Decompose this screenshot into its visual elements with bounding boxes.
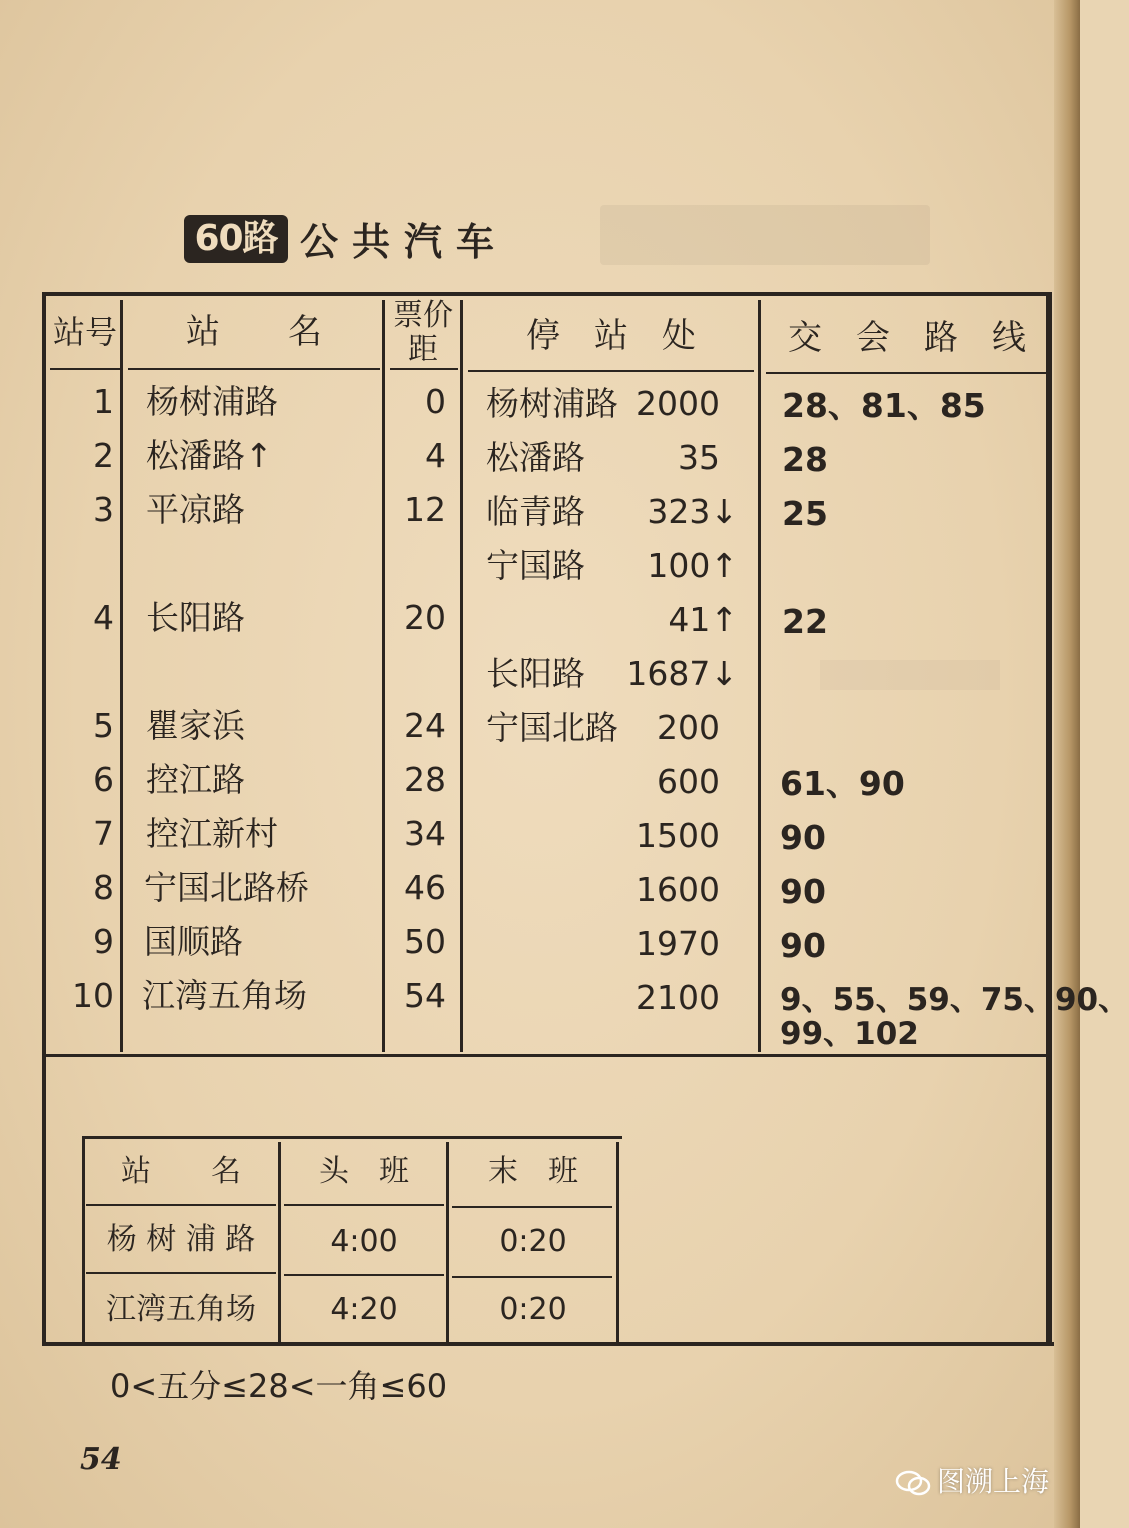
cell-station-name: 控江路	[146, 760, 245, 799]
cell-transfer-routes: 90	[780, 872, 826, 911]
cell-station-name: 江湾五角场	[142, 976, 307, 1015]
bleed-through-shadow	[600, 205, 930, 265]
schedule-header-station: 站 名	[121, 1154, 241, 1189]
header-fare-bottom: 距	[408, 332, 438, 367]
cell-station-name: 杨树浦路	[146, 382, 278, 421]
cell-station-no: 5	[93, 706, 114, 745]
page-number: 54	[80, 1442, 122, 1477]
cell-fare: 28	[404, 760, 446, 799]
cell-transfer-routes: 99、102	[780, 1016, 919, 1052]
cell-station-name: 平凉路	[146, 490, 245, 529]
cell-transfer-routes: 61、90	[780, 764, 905, 803]
cell-fare: 46	[404, 868, 446, 907]
header-station-no: 站号	[52, 313, 117, 351]
cell-station-no: 1	[93, 382, 114, 421]
cell-fare: 12	[404, 490, 446, 529]
schedule-last-bus: 0:20	[499, 1224, 567, 1259]
table-separator	[46, 1054, 1050, 1057]
cell-station-no: 4	[93, 598, 114, 637]
column-divider	[382, 300, 385, 1052]
column-divider	[758, 300, 761, 1052]
cell-stop-distance: 323↓	[647, 492, 738, 531]
cell-stop-distance: 1687↓	[626, 654, 738, 693]
header-station-name: 站 名	[186, 312, 322, 352]
cell-stop-distance: 100↑	[647, 546, 738, 585]
cell-station-no: 6	[93, 760, 114, 799]
cell-stop-distance: 1500	[636, 816, 720, 855]
cell-station-name: 长阳路	[146, 598, 245, 637]
cell-stop-distance: 1970	[636, 924, 720, 963]
schedule-first-bus: 4:20	[330, 1292, 398, 1327]
schedule-divider	[446, 1142, 449, 1342]
cell-station-no: 10	[72, 976, 114, 1015]
schedule-row-rule	[284, 1274, 444, 1276]
cell-stop-name: 临青路	[486, 492, 585, 531]
cell-stop-distance: 1600	[636, 870, 720, 909]
header-rule	[766, 372, 1048, 374]
header-rule	[390, 368, 458, 370]
schedule-top-rule	[82, 1136, 622, 1139]
cell-transfer-routes: 9、55、59、75、90、	[780, 982, 1129, 1018]
cell-station-no: 8	[93, 868, 114, 907]
header-rule	[468, 370, 754, 372]
header-rule	[128, 368, 380, 370]
table-bottom-rule	[42, 1342, 1054, 1346]
cell-fare: 0	[425, 382, 446, 421]
cell-stop-name: 松潘路	[486, 438, 585, 477]
schedule-divider	[278, 1142, 281, 1342]
cell-station-no: 2	[93, 436, 114, 475]
book-spine	[1054, 0, 1080, 1528]
schedule-first-bus: 4:00	[330, 1224, 398, 1259]
cell-fare: 20	[404, 598, 446, 637]
schedule-row-rule	[284, 1204, 444, 1206]
cell-fare: 4	[425, 436, 446, 475]
schedule-row-rule	[452, 1276, 612, 1278]
page-title: 公共汽车	[300, 220, 509, 264]
cell-fare: 50	[404, 922, 446, 961]
cell-stop-distance: 600	[657, 762, 720, 801]
watermark	[895, 1460, 1049, 1500]
cell-stop-name: 宁国北路	[486, 708, 618, 747]
schedule-row-rule	[86, 1204, 276, 1206]
schedule-last-bus: 0:20	[499, 1292, 567, 1327]
schedule-divider	[82, 1136, 85, 1342]
cell-stop-distance: 2100	[636, 978, 720, 1017]
header-stop-location: 停 站 处	[526, 316, 696, 356]
cell-transfer-routes: 28	[782, 440, 828, 479]
cell-transfer-routes: 90	[780, 818, 826, 857]
schedule-header-last: 末 班	[488, 1154, 578, 1189]
cell-transfer-routes: 28、81、85	[782, 386, 986, 425]
watermark-text: 图溯上海	[937, 1465, 1050, 1498]
table-right-rule	[1048, 292, 1052, 1344]
cell-stop-distance: 2000	[636, 384, 720, 423]
header-rule	[50, 368, 120, 370]
cell-stop-name: 长阳路	[486, 654, 585, 693]
cell-station-name: 国顺路	[144, 922, 243, 961]
schedule-divider	[616, 1142, 619, 1342]
cell-stop-distance: 35	[678, 438, 720, 477]
schedule-header-first: 头 班	[319, 1154, 409, 1189]
cell-station-name: 控江新村	[146, 814, 278, 853]
cell-fare: 24	[404, 706, 446, 745]
cell-transfer-routes: 25	[782, 494, 828, 533]
header-fare-top: 票价	[393, 298, 453, 333]
cell-stop-distance: 41↑	[668, 600, 738, 639]
schedule-row-rule	[86, 1272, 276, 1274]
header-transfer-routes: 交 会 路 线	[788, 318, 1026, 358]
column-divider	[120, 300, 123, 1052]
cell-stop-name: 杨树浦路	[486, 384, 618, 423]
cell-stop-name: 宁国路	[486, 546, 585, 585]
schedule-station: 江湾五角场	[106, 1292, 256, 1327]
schedule-row-rule	[452, 1206, 612, 1208]
cell-station-no: 9	[93, 922, 114, 961]
cell-transfer-routes: 22	[782, 602, 828, 641]
cell-station-no: 7	[93, 814, 114, 853]
fare-footnote: 0<五分≤28<一角≤60	[110, 1367, 448, 1405]
cell-transfer-routes: 90	[780, 926, 826, 965]
cell-station-name: 瞿家浜	[146, 706, 245, 745]
schedule-station: 杨 树 浦 路	[106, 1222, 256, 1257]
cell-stop-distance: 200	[657, 708, 720, 747]
cell-station-name: 宁国北路桥	[144, 868, 309, 907]
cell-station-no: 3	[93, 490, 114, 529]
cell-fare: 34	[404, 814, 446, 853]
route-badge: 60路	[184, 215, 288, 263]
wechat-icon	[895, 1469, 931, 1497]
column-divider	[460, 300, 463, 1052]
cell-fare: 54	[404, 976, 446, 1015]
cell-station-name: 松潘路↑	[146, 436, 273, 475]
